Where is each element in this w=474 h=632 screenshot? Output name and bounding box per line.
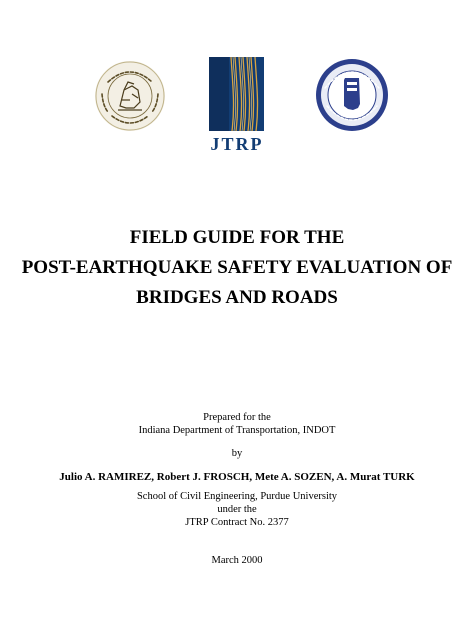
- document-title-line-3: BRIDGES AND ROADS: [136, 287, 338, 308]
- date-text: March 2000: [211, 555, 263, 566]
- prepared-for-text: Prepared for the: [203, 412, 271, 423]
- under-text: under the: [217, 504, 257, 515]
- indot-seal-logo: [315, 58, 389, 132]
- authors-text: Julio A. RAMIREZ, Robert J. FROSCH, Mete A. SOZEN, A. Murat TURK: [59, 471, 415, 483]
- purdue-seal-logo: [94, 60, 166, 132]
- school-text: School of Civil Engineering, Purdue University: [136, 491, 338, 502]
- by-text: by: [231, 448, 243, 459]
- jtrp-logo-text: JTRP: [210, 134, 264, 154]
- agency-text: Indiana Department of Transportation, INDOT: [138, 425, 336, 436]
- jtrp-mark-logo: [209, 57, 264, 131]
- contract-text: JTRP Contract No. 2377: [185, 517, 289, 528]
- document-title-line-1: FIELD GUIDE FOR THE: [129, 227, 345, 248]
- document-title-line-2: POST-EARTHQUAKE SAFETY EVALUATION OF: [21, 257, 453, 278]
